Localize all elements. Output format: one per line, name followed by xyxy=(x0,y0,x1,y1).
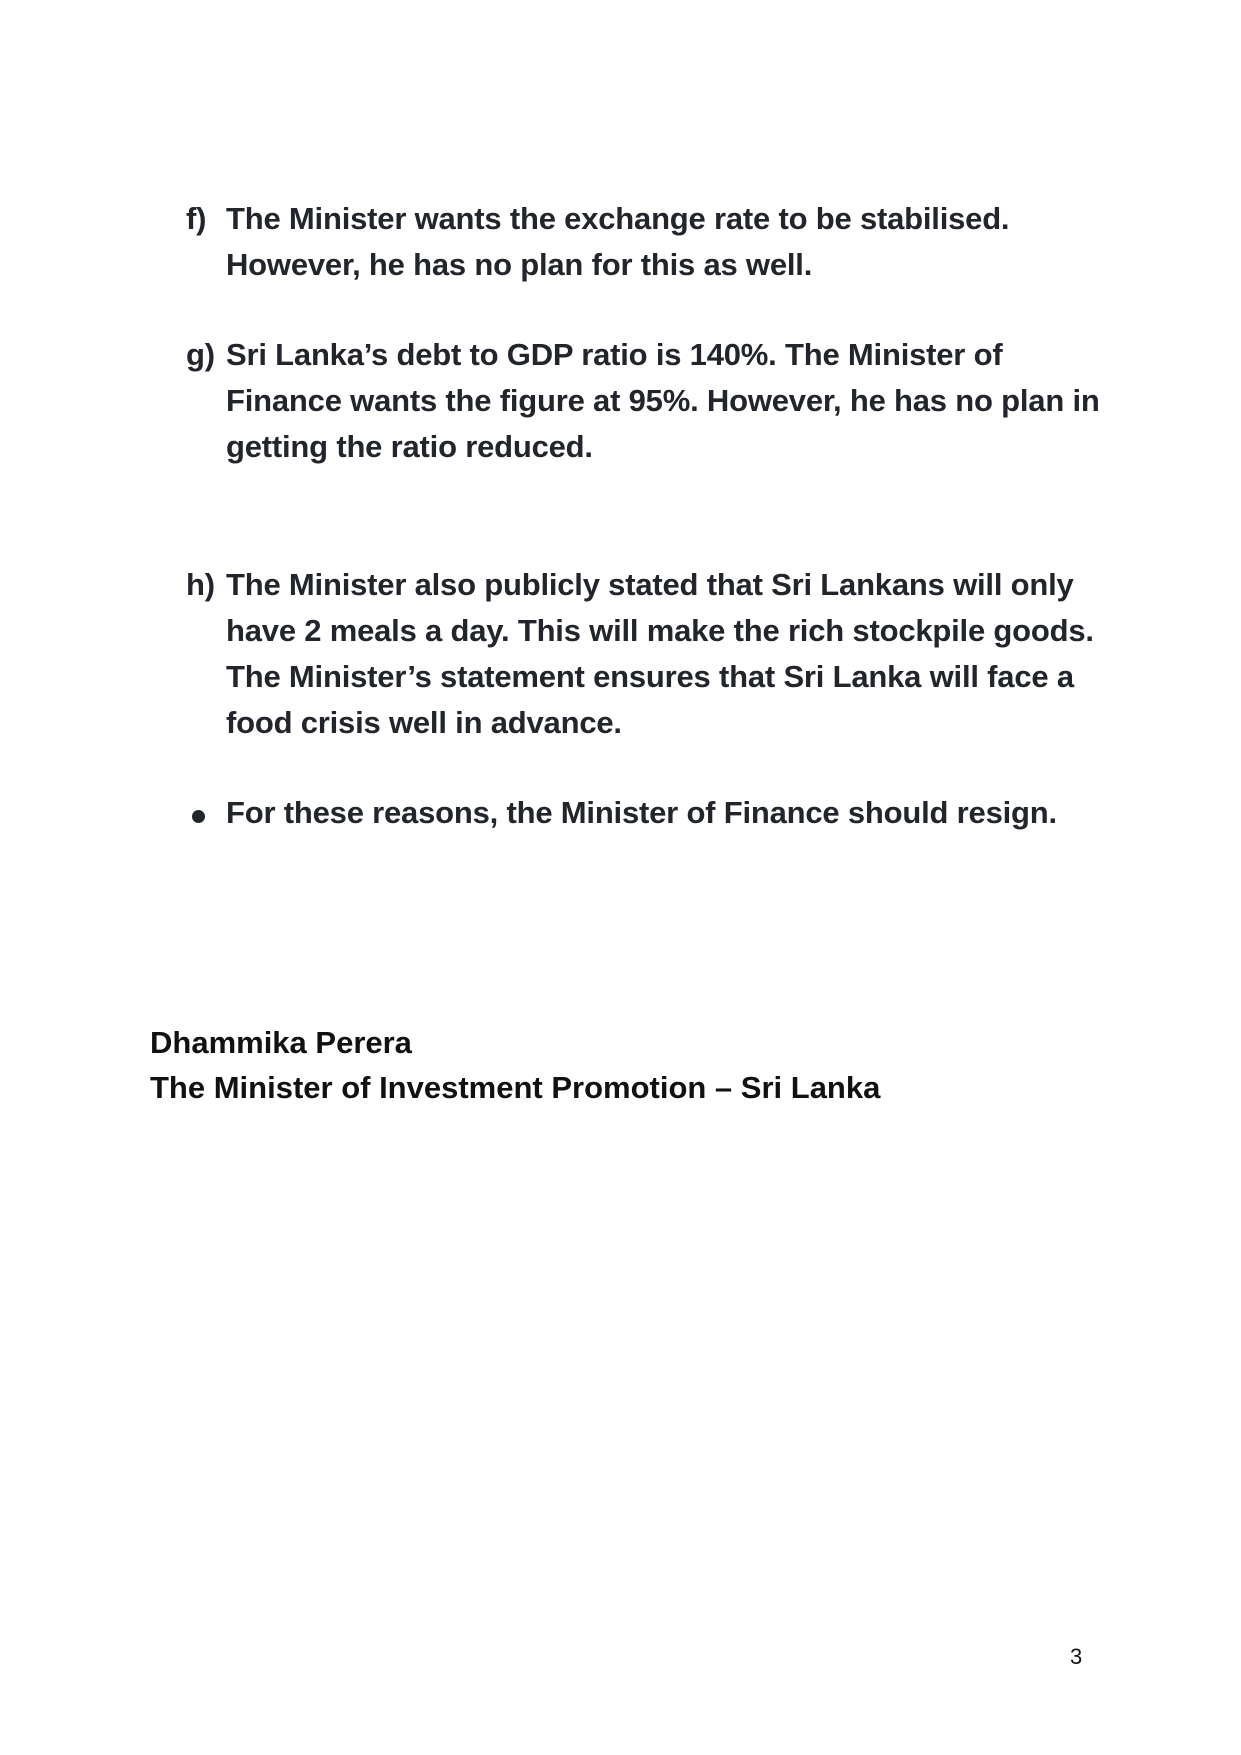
reasons-list xyxy=(186,196,1106,836)
list-item-f xyxy=(186,196,1106,288)
conclusion-bullet-item xyxy=(186,790,1106,836)
signature-name: Dhammika Perera xyxy=(150,1025,412,1060)
signature-title: The Minister of Investment Promotion – Sri Lanka xyxy=(150,1070,881,1105)
signature-block xyxy=(150,1020,880,1110)
conclusion-text: For these reasons, the Minister of Finance should resign. xyxy=(226,795,1057,830)
list-marker: g) xyxy=(186,337,215,372)
list-item-text: The Minister wants the exchange rate to be stabilised. However, he has no plan for this as well. xyxy=(226,201,1010,282)
list-item-text: The Minister also publicly stated that Sri Lankans will only have 2 meals a day. This will make the rich stockpile goods. The Minister’s statement ensures that Sri Lanka will face a food crisis well in advance. xyxy=(226,567,1094,740)
list-marker: h) xyxy=(186,567,215,602)
bullet-icon xyxy=(186,790,226,836)
list-item-h xyxy=(186,562,1106,746)
page-number: 3 xyxy=(1070,1644,1083,1669)
list-item-g xyxy=(186,332,1106,470)
list-item-text: Sri Lanka’s debt to GDP ratio is 140%. The Minister of Finance wants the figure at 95%. However, he has no plan in getting the ratio reduced. xyxy=(226,337,1100,464)
list-marker: f) xyxy=(186,201,207,236)
